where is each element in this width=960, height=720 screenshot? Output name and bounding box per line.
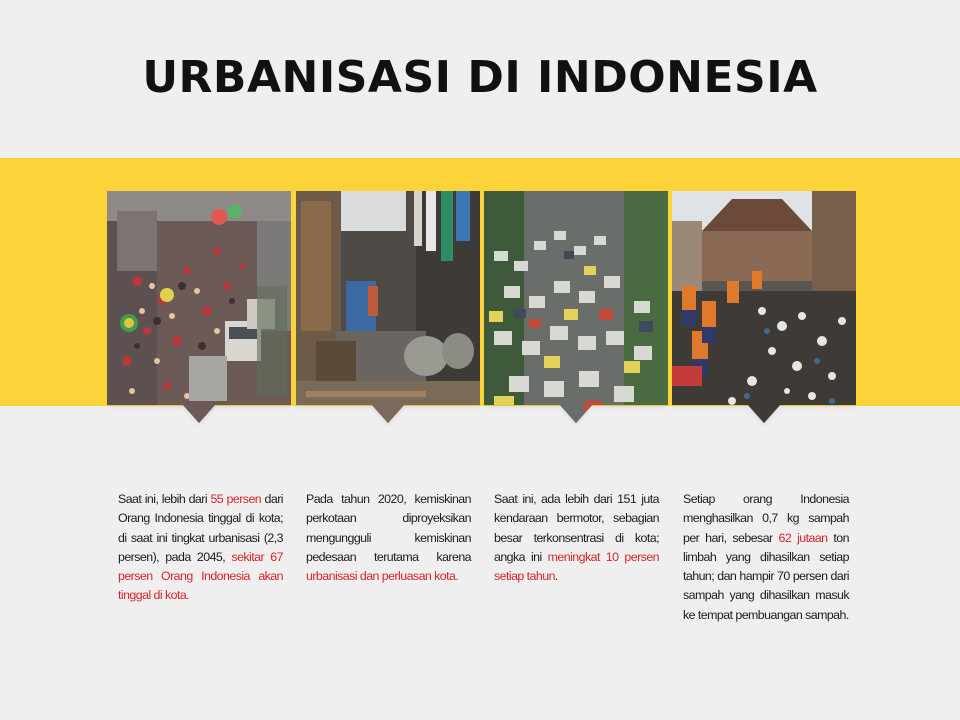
traffic-jam-photo bbox=[484, 191, 668, 405]
crowded-street-photo bbox=[107, 191, 291, 405]
caption-urban-population: Saat ini, lebih dari 55 persen dari Orang Indonesia tinggal di kota; di saat ini tingkat urbanisasi (2,3 persen), pada 2045, sekitar 67 persen Orang Indonesia akan tinggal di kota. bbox=[118, 492, 284, 603]
slide-title: URBANISASI DI INDONESIA bbox=[142, 52, 818, 103]
caption-waste: Setiap orang Indonesia menghasilkan 0,7 kg sampah per hari, sebesar 62 jutaan ton limbah yang dihasilkan setiap tahun; dan hampir 70 persen dari sampah yang dihasilkan masuk ke tempat pembuangan sampah. bbox=[683, 492, 849, 622]
garbage-dump-photo bbox=[672, 191, 856, 405]
caption-motor-vehicles: Saat ini, ada lebih dari 151 juta kendaraan bermotor, sebagian besar terkonsentrasi di kota; angka ini meningkat 10 persen setiap tahun. bbox=[494, 492, 659, 584]
flooded-slum-photo bbox=[296, 191, 480, 405]
caption-urban-poverty: Pada tahun 2020, kemiskinan perkotaan diproyeksikan mengungguli kemiskinan pedesaan terutama karena urbanisasi dan perluasan kota. bbox=[306, 492, 471, 584]
